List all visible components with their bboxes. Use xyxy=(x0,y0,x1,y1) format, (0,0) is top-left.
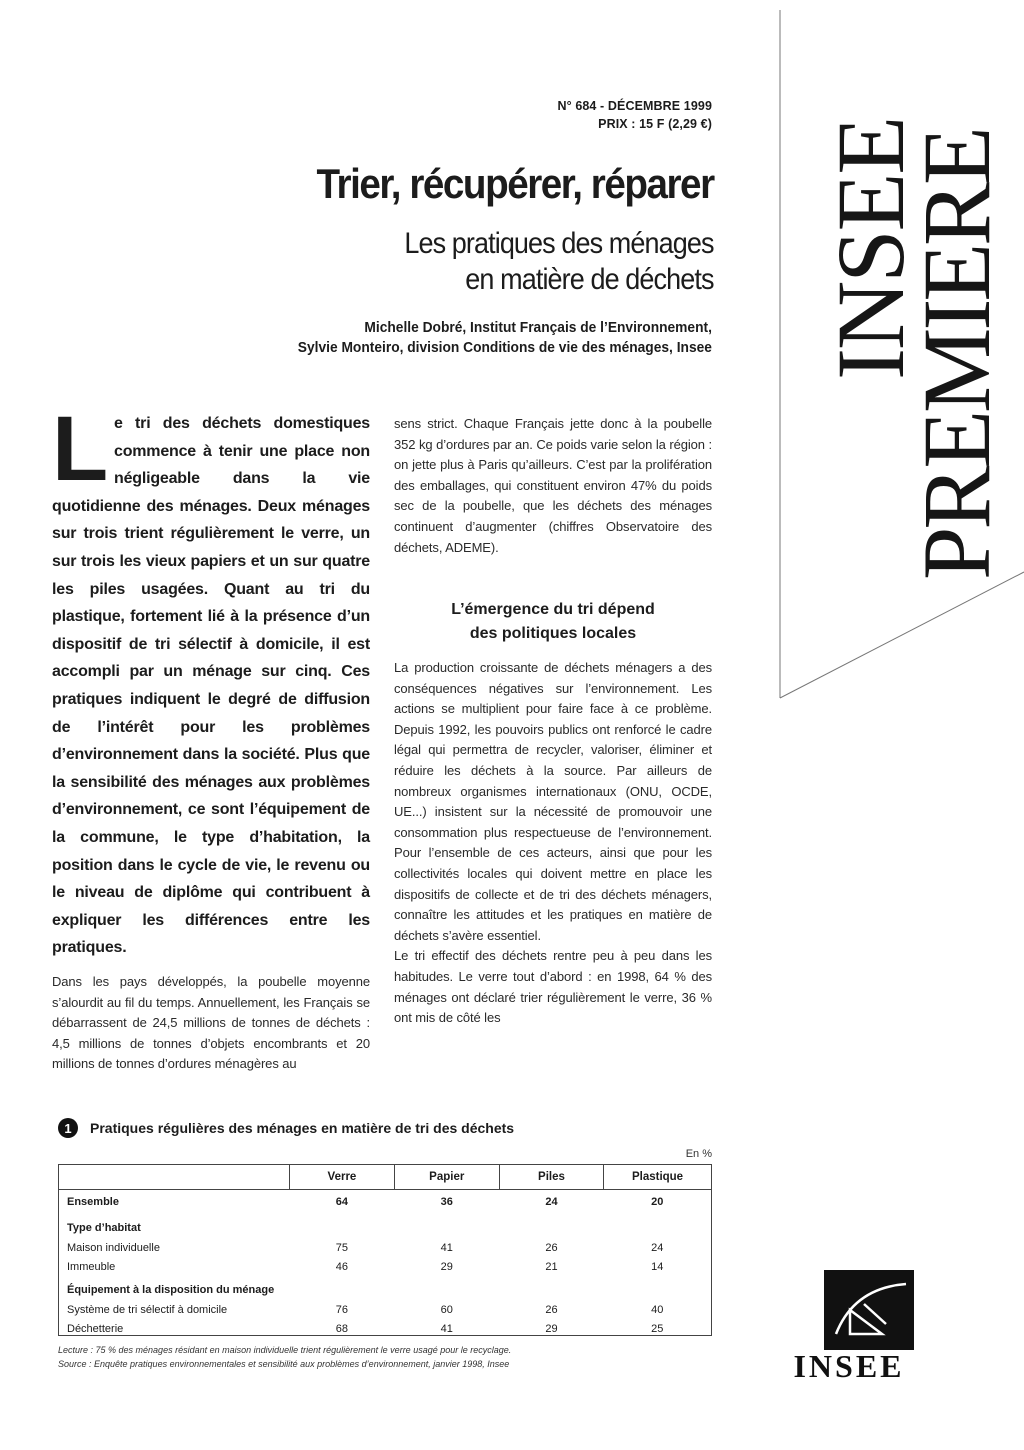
author-1: Michelle Dobré, Institut Français de l’Environnement, xyxy=(364,320,712,336)
table-group-row xyxy=(59,1276,711,1300)
subtitle-line-1: Les pratiques des ménages xyxy=(404,227,714,260)
brand-line-2: PREMIERE xyxy=(903,129,1010,580)
cell-value: 76 xyxy=(335,1303,349,1316)
table-note-source: Source : Enquête pratiques environnementales et sensibilité aux problèmes d’environnement, janvier 1998, Insee xyxy=(58,1359,510,1369)
table-number-badge: 1 xyxy=(58,1118,78,1138)
cell-value: 41 xyxy=(440,1241,453,1254)
issue-number: N° 684 - DÉCEMBRE 1999 xyxy=(557,99,712,113)
cell-value: 29 xyxy=(440,1260,453,1273)
cell-value: 64 xyxy=(335,1196,349,1208)
logo-text: INSEE xyxy=(793,1348,905,1384)
row-label: Déchetterie xyxy=(67,1322,124,1335)
cell-value: 21 xyxy=(545,1260,558,1273)
author-2: Sylvie Monteiro, division Conditions de vie des ménages, Insee xyxy=(297,340,712,356)
drop-cap: L xyxy=(52,398,108,500)
table-row xyxy=(59,1300,711,1319)
table-row xyxy=(59,1319,711,1338)
cell-value: 40 xyxy=(651,1303,664,1316)
column-2-paragraph-2: Le tri effectif des déchets rentre peu à peu dans les habitudes. Le verre tout d’abord : en 1998, 64 % des ménages ont déclaré trier régulièrement le verre, 36 % ont mis de côté les xyxy=(394,948,712,1026)
table-row xyxy=(59,1238,711,1257)
subtitle-line-2: en matière de déchets xyxy=(465,263,714,296)
group-label: Équipement à la disposition du ménage xyxy=(67,1284,275,1296)
header-empty-cell xyxy=(59,1165,290,1190)
cell-value: 26 xyxy=(545,1303,558,1316)
cell-value: 36 xyxy=(440,1196,453,1208)
cell-value: 41 xyxy=(440,1322,453,1335)
table-unit: En % xyxy=(685,1148,712,1160)
insee-logo xyxy=(780,1270,914,1390)
column-header: Plastique xyxy=(604,1165,711,1190)
cell-value: 14 xyxy=(651,1260,664,1273)
cell-value: 29 xyxy=(545,1322,558,1335)
column-header: Piles xyxy=(499,1165,603,1190)
brand-wordmark xyxy=(815,40,1010,600)
page-title: Trier, récupérer, réparer xyxy=(316,160,714,207)
logo-emblem xyxy=(824,1270,914,1350)
cell-value: 25 xyxy=(651,1322,664,1335)
row-label: Système de tri sélectif à domicile xyxy=(67,1303,228,1316)
column-2-body xyxy=(394,658,712,1029)
table-row xyxy=(59,1257,711,1276)
table-group-row xyxy=(59,1214,711,1238)
table-header-row xyxy=(59,1165,711,1190)
cell-value: 46 xyxy=(335,1260,349,1273)
column-2-intro: sens strict. Chaque Français jette donc à la poubelle 352 kg d’ordures par an. Ce poids varie selon la région : on jette plus à Paris qu’ailleurs. C’est par la prolifération des emballages, qui constituent environ 47% du poids sec de la poubelle, que les déchets des ménages continuent d’augmenter (chiffres Observatoire des déchets, ADEME). xyxy=(394,416,712,555)
lead-paragraph xyxy=(52,398,370,962)
column-header: Papier xyxy=(394,1165,499,1190)
table-title xyxy=(58,1118,514,1138)
cell-value: 68 xyxy=(335,1322,349,1335)
cell-value: 26 xyxy=(545,1241,558,1254)
cell-value: 24 xyxy=(545,1196,558,1208)
cell-value: 75 xyxy=(335,1241,349,1254)
group-label: Type d’habitat xyxy=(67,1222,141,1234)
table-title-text: Pratiques régulières des ménages en matière de tri des déchets xyxy=(90,1120,515,1136)
column-1-body: Dans les pays développés, la poubelle moyenne s’alourdit au fil du temps. Annuellement, les Français se débarrassent de 24,5 millions de tonnes de déchets : 4,5 millions de tonnes d’objets encombrants et 20 millions de tonnes d’ordures ménagères au xyxy=(52,974,370,1072)
section-heading-line-2: des politiques locales xyxy=(469,625,637,642)
column-header: Verre xyxy=(290,1165,394,1190)
section-heading xyxy=(394,598,712,646)
cell-value: 24 xyxy=(651,1241,664,1254)
table-notes xyxy=(58,1343,511,1371)
table-note-reading: Lecture : 75 % des ménages résidant en maison individuelle trient régulièrement le verre usagé pour le recyclage. xyxy=(58,1345,512,1355)
table-row xyxy=(59,1190,711,1215)
row-label: Maison individuelle xyxy=(67,1241,160,1254)
logo-symbol-icon xyxy=(824,1270,914,1350)
section-heading-line-1: L’émergence du tri dépend xyxy=(451,601,655,618)
issue-price: PRIX : 15 F (2,29 €) xyxy=(598,117,712,131)
brand-line-1: INSEE xyxy=(817,118,924,380)
column-2-paragraph-1: La production croissante de déchets ménagers a des conséquences négatives sur l’environnement. Les actions se multiplient pour faire face à ce problème. Depuis 1992, les pouvoirs publics ont renforcé le cadre légal qui permettra de recycler, valoriser, éliminer et réduire les déchets à la source. Par ailleurs de nombreux organismes internationaux (ONU, OCDE, UE...) insistent sur la nécessité de promouvoir une consommation plus respectueuse de l’environnement. Pour l’ensemble de ces acteurs, ainsi que pour les collectivités locales qui doivent mettre en place les dispositifs de collecte et de tri des déchets ménagers, connaître les attitudes et les pratiques en matière de déchets s’avère essentiel. xyxy=(394,660,712,943)
cell-value: 20 xyxy=(651,1196,664,1208)
lead-text: e tri des déchets domestiques commence à tenir une place non négligeable dans la vie quotidienne des ménages. Deux ménages sur trois trient régulièrement le verre, un sur trois les vieux papiers et un sur quatre les piles usagées. Quant au tri du plastique, fortement lié à la présence d’un dispositif de tri sélectif à domicile, il est accompli par un ménage sur cinq. Ces pratiques indiquent le degré de diffusion de l’intérêt pour les problèmes d’environnement dans la société. Plus que la sensibilité des ménages aux problèmes d’environnement, ce sont l’équipement de la commune, le type d’habitation, la position dans le cycle de vie, le revenu ou le niveau de diplôme qui contribuent à expliquer les différences entre les pratiques. xyxy=(52,415,370,957)
cell-value: 60 xyxy=(440,1303,453,1316)
row-label: Ensemble xyxy=(67,1196,119,1208)
data-table xyxy=(58,1164,712,1336)
row-label: Immeuble xyxy=(67,1260,116,1273)
